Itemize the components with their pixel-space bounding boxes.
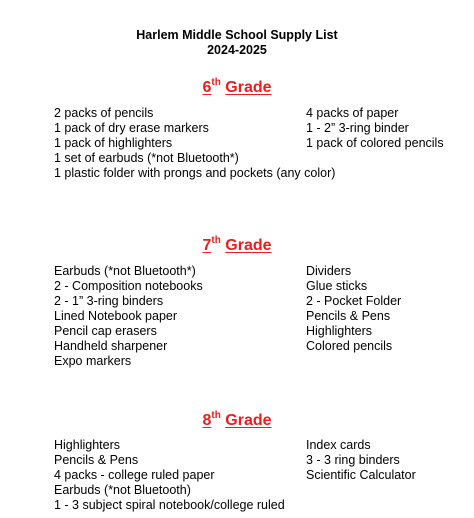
grade-word: Grade [225,237,272,254]
list-item: 1 - 2” 3-ring binder [306,121,409,135]
page-title: Harlem Middle School Supply List [136,28,338,42]
grade-word: Grade [225,412,272,429]
grade-8-list-left [54,438,285,513]
grade-7-list-left [54,264,203,369]
grade-ordinal: th [211,77,221,88]
list-item: 1 pack of highlighters [54,136,173,150]
grade-word: Grade [225,79,272,96]
list-item: 3 - 3 ring binders [306,453,400,467]
grade-7-heading [0,237,474,255]
list-item: 1 pack of colored pencils [306,136,444,150]
grade-number: 6 [202,79,212,96]
grade-7-list-right [306,264,401,354]
list-item: 2 - 1” 3-ring binders [54,294,164,308]
list-item: Highlighters [54,438,121,452]
list-item: 1 set of earbuds (*not Bluetooth*) [54,151,239,165]
grade-6-heading [0,79,474,97]
list-item: Highlighters [306,324,373,338]
list-item: 1 pack of dry erase markers [54,121,209,135]
school-year: 2024-2025 [207,43,267,57]
list-item: Earbuds (*not Bluetooth*) [54,264,196,278]
grade-6-list-right [306,106,444,151]
title-block [0,28,474,58]
list-item: 2 - Composition notebooks [54,279,203,293]
list-item: Scientific Calculator [306,468,416,482]
list-item: Earbuds (*not Bluetooth) [54,483,191,497]
list-item: 4 packs - college ruled paper [54,468,215,482]
grade-8-list-right [306,438,416,483]
list-item: Colored pencils [306,339,393,353]
grade-ordinal: th [211,410,221,421]
list-item: Dividers [306,264,352,278]
grade-8-heading [0,412,474,430]
list-item: Handheld sharpener [54,339,168,353]
list-item: 1 plastic folder with prongs and pockets (any color) [54,166,336,180]
list-item: 2 packs of pencils [54,106,154,120]
list-item: Pencil cap erasers [54,324,157,338]
list-item: 4 packs of paper [306,106,399,120]
list-item: 2 - Pocket Folder [306,294,402,308]
list-item: Glue sticks [306,279,368,293]
list-item: Pencils & Pens [54,453,139,467]
grade-number: 7 [202,237,212,254]
list-item: Pencils & Pens [306,309,391,323]
list-item: Index cards [306,438,371,452]
grade-number: 8 [202,412,212,429]
list-item: Expo markers [54,354,132,368]
list-item: Lined Notebook paper [54,309,178,323]
grade-6-list-left [54,106,335,181]
grade-ordinal: th [211,235,221,246]
list-item: 1 - 3 subject spiral notebook/college ruled [54,498,285,512]
